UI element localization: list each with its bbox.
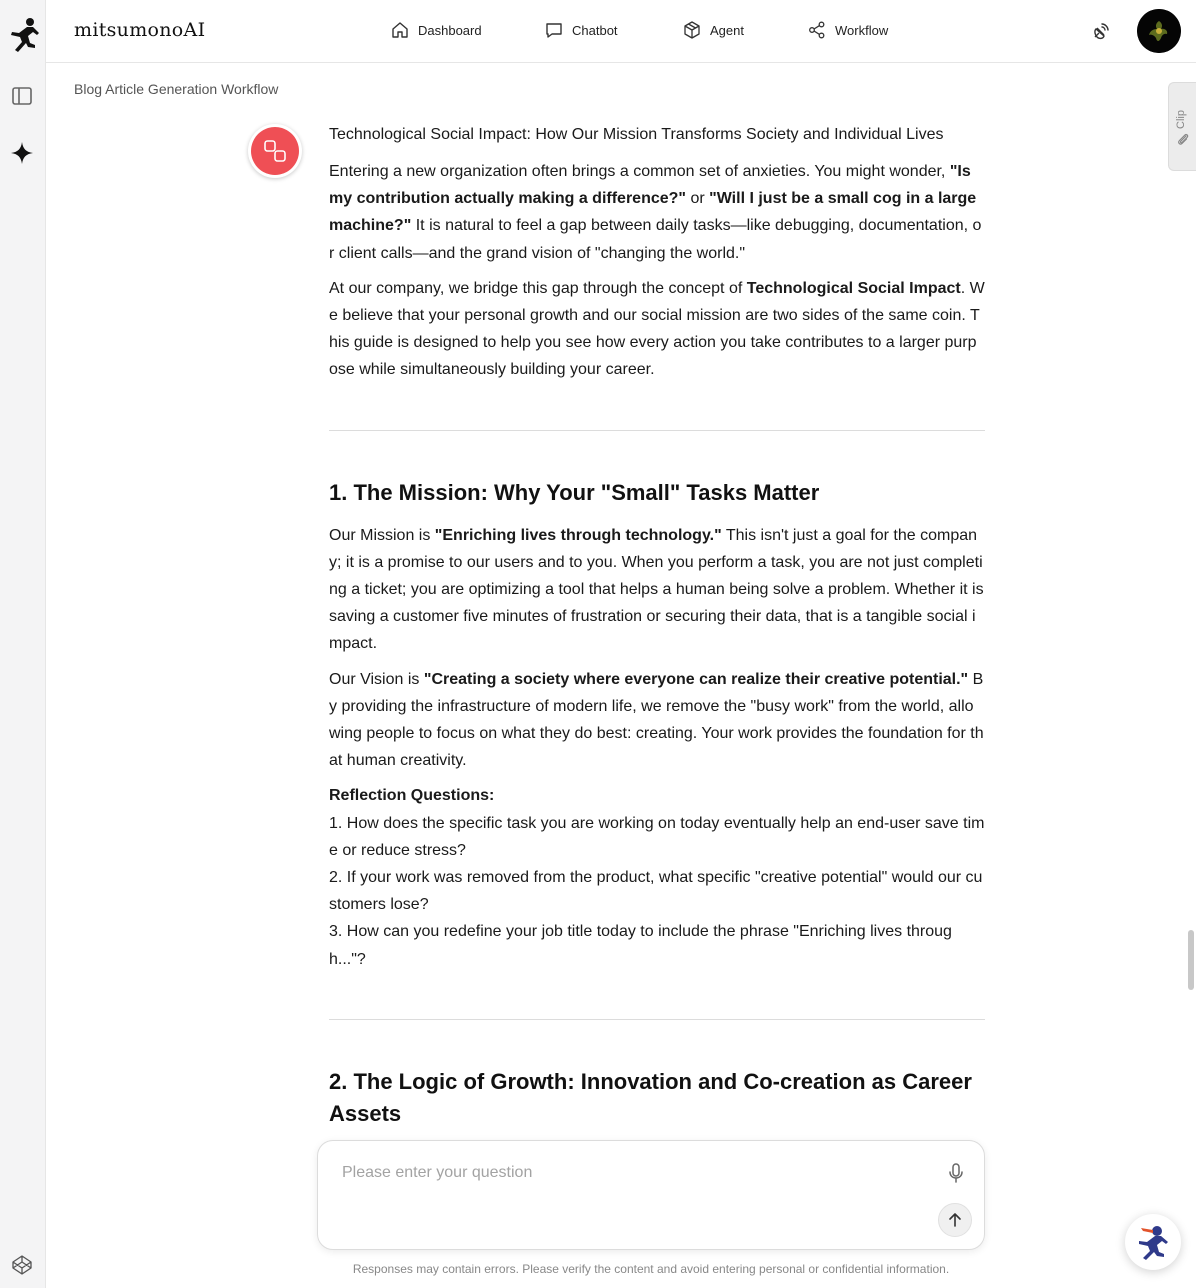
reflection-question: 1. How does the specific task you are working on today eventually help an end-user save time or reduce stress?	[329, 814, 985, 859]
disclaimer-text: Responses may contain errors. Please verify the content and avoid entering personal or confidential information.	[352, 1262, 950, 1276]
nav-chatbot-label: Chatbot	[572, 22, 618, 38]
scrollbar-thumb[interactable]	[1188, 930, 1194, 990]
mission-paragraph: Our Mission is "Enriching lives through technology." This isn't just a goal for the company; it is a promise to our users and to you. When you perform a task, you are not just completing a ticket; you are optimizing a tool that helps a human being solve a problem. Whether it is saving a customer five minutes of frustration or securing their data, that is a tangible social impact.	[329, 526, 984, 653]
top-navigation-bar	[46, 0, 1196, 63]
vision-paragraph: Our Vision is "Creating a society where everyone can realize their creative potential." By providing the infrastructure of modern life, we remove the "busy work" from the world, allowing people to focus on what they do best: creating. Your work provides the foundation for that human creativity.	[329, 670, 984, 770]
microphone-icon[interactable]	[944, 1161, 968, 1185]
clip-tab[interactable]	[1168, 82, 1196, 171]
send-button[interactable]	[938, 1203, 972, 1237]
satellite-signal-icon[interactable]	[1090, 20, 1112, 42]
nav-agent-label: Agent	[710, 22, 744, 38]
intro-paragraph-1: Entering a new organization often brings a common set of anxieties. You might wonder, "Is my contribution actually making a difference?" or "Will I just be a small cog in a large machine?" It is natural to feel a gap between daily tasks—like debugging, documentation, or client calls—and the grand vision of "changing the world."	[329, 163, 982, 262]
user-avatar[interactable]	[1137, 9, 1181, 53]
workflow-bot-avatar	[248, 124, 302, 178]
home-icon	[390, 20, 410, 40]
intro-paragraph-2: At our company, we bridge this gap through the concept of Technological Social Impact. We believe that your personal growth and our social mission are two sides of the same coin. This guide is designed to help you see how every action you take contributes to a larger purpose while simultaneously building your career.	[329, 279, 985, 379]
section-divider	[329, 1019, 985, 1020]
assistant-message	[329, 124, 985, 1140]
question-input[interactable]	[342, 1161, 902, 1185]
brand-name: mitsumonoAI	[74, 19, 206, 41]
section-2-heading: 2. The Logic of Growth: Innovation and Co-creation as Career Assets	[329, 1068, 972, 1126]
assistant-launcher-button[interactable]	[1125, 1214, 1181, 1270]
runner-logo-icon[interactable]	[6, 16, 40, 56]
breadcrumb: Blog Article Generation Workflow	[74, 81, 279, 97]
arrow-up-icon	[946, 1211, 964, 1229]
nav-workflow-label: Workflow	[835, 22, 889, 38]
reflection-question: 3. How can you redefine your job title today to include the phrase "Enriching lives through..."?	[329, 923, 952, 968]
clip-tab-label: Clip	[1175, 110, 1187, 129]
sparkle-icon[interactable]	[9, 140, 35, 166]
reflection-question: 2. If your work was removed from the product, what specific "creative potential" would our customers lose?	[329, 869, 983, 914]
section-1-heading: 1. The Mission: Why Your "Small" Tasks Matter	[329, 479, 820, 505]
chat-bubble-icon	[544, 20, 564, 40]
reflection-label: Reflection Questions:	[329, 787, 495, 805]
left-sidebar	[0, 0, 46, 1288]
cube-icon	[682, 20, 702, 40]
article-title: Technological Social Impact: How Our Mission Transforms Society and Individual Lives	[329, 126, 944, 143]
toggle-sidebar-icon[interactable]	[9, 83, 35, 109]
nav-dashboard[interactable]	[390, 20, 482, 40]
nav-agent[interactable]	[682, 20, 744, 40]
workflow-node-icon	[251, 127, 299, 175]
paperclip-icon	[1176, 131, 1190, 147]
nav-workflow[interactable]	[807, 20, 888, 40]
nav-chatbot[interactable]	[544, 20, 618, 40]
section-divider	[329, 430, 985, 431]
chat-input-box	[317, 1140, 985, 1250]
share-nodes-icon	[807, 20, 827, 40]
ninja-mascot-icon	[1133, 1222, 1173, 1262]
nav-dashboard-label: Dashboard	[418, 22, 482, 38]
